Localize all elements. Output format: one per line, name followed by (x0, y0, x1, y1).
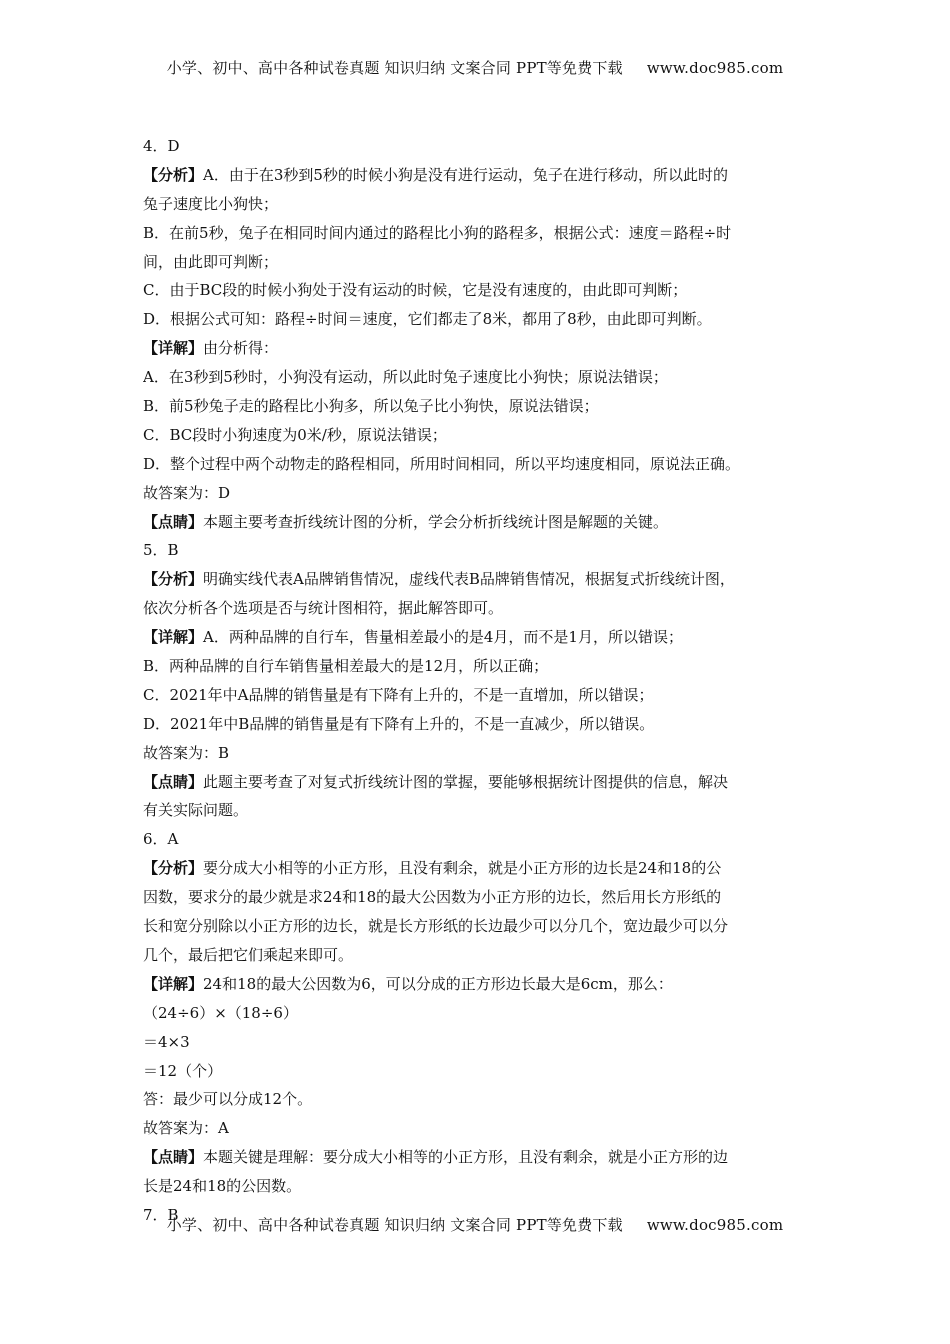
line-text: A．两种品牌的自行车，售量相差最小的是4月，而不是1月，所以错误； (203, 628, 683, 647)
text-line (143, 912, 808, 941)
section-tag: 【详解】 (143, 339, 204, 358)
line-text: B．在前5秒，兔子在相同时间内通过的路程比小狗的路程多，根据公式：速度＝路程÷时 (143, 223, 732, 242)
text-line (143, 421, 808, 450)
text-line (143, 305, 808, 334)
section-tag: 【点睛】 (143, 1148, 204, 1167)
text-line (143, 681, 808, 710)
text-line (143, 1114, 808, 1143)
text-line (143, 739, 808, 768)
text-line (143, 883, 808, 912)
line-text: 故答案为：B (143, 743, 230, 762)
text-line (143, 652, 808, 681)
header-text: 小学、初中、高中各种试卷真题 知识归纳 文案合同 PPT等免费下载 (166, 59, 623, 77)
line-text: 7．B (143, 1205, 179, 1224)
line-text: B．两种品牌的自行车销售量相差最大的是12月，所以正确； (143, 657, 549, 676)
text-line (143, 479, 808, 508)
line-text: 兔子速度比小狗快； (143, 194, 279, 213)
section-tag: 【点睛】 (143, 512, 204, 531)
line-text: 因数，要求分的最少就是求24和18的最大公因数为小正方形的边长，然后用长方形纸的 (143, 888, 722, 907)
line-text: 要分成大小相等的小正方形，且没有剩余，就是小正方形的边长是24和18的公 (203, 859, 722, 878)
text-line (143, 219, 808, 248)
line-text: 答：最少可以分成12个。 (143, 1090, 313, 1109)
text-line (143, 334, 808, 363)
text-line (143, 508, 808, 537)
text-line (143, 565, 808, 594)
text-line (143, 450, 808, 479)
line-text: 本题关键是理解：要分成大小相等的小正方形，且没有剩余，就是小正方形的边 (203, 1148, 729, 1167)
line-text: 由分析得： (203, 339, 279, 358)
line-text: 明确实线代表A品牌销售情况，虚线代表B品牌销售情况，根据复式折线统计图， (203, 570, 735, 589)
text-line (143, 999, 808, 1028)
line-text: 几个，最后把它们乘起来即可。 (143, 945, 354, 964)
footer-text: 小学、初中、高中各种试卷真题 知识归纳 文案合同 PPT等免费下载 (166, 1216, 623, 1234)
line-text: B．前5秒兔子走的路程比小狗多，所以兔子比小狗快，原说法错误； (143, 397, 599, 416)
line-text: 24和18的最大公因数为6，可以分成的正方形边长最大是6cm，那么： (203, 974, 673, 993)
line-text: C．BC段时小狗速度为0米/秒，原说法错误； (143, 425, 447, 444)
document-body (143, 132, 808, 1230)
text-line (143, 1028, 808, 1057)
text-line (143, 970, 808, 999)
text-line (143, 825, 808, 854)
text-line (143, 854, 808, 883)
text-line (143, 1057, 808, 1086)
line-text: 4．D (143, 137, 180, 155)
section-tag: 【点睛】 (143, 772, 204, 791)
line-text: 依次分析各个选项是否与统计图相符，据此解答即可。 (143, 599, 504, 618)
text-line (143, 161, 808, 190)
line-text: A．在3秒到5秒时，小狗没有运动，所以此时兔子速度比小狗快；原说法错误； (143, 368, 668, 387)
text-line (143, 536, 808, 565)
line-text: 有关实际问题。 (143, 801, 249, 820)
line-text: 间，由此即可判断； (143, 252, 279, 271)
text-line (143, 710, 808, 739)
text-line (143, 594, 808, 623)
line-text: C．由于BC段的时候小狗处于没有运动的时候，它是没有速度的，由此即可判断； (143, 281, 688, 300)
section-tag: 【分析】 (143, 859, 204, 878)
text-line (143, 363, 808, 392)
line-text: D．根据公式可知：路程÷时间＝速度，它们都走了8米，都用了8秒，由此即可判断。 (143, 310, 712, 329)
text-line (143, 190, 808, 219)
page-header (0, 57, 950, 78)
text-line (143, 1143, 808, 1172)
line-text: C．2021年中A品牌的销售量是有下降有上升的，不是一直增加，所以错误； (143, 685, 654, 704)
text-line (143, 132, 808, 161)
line-text: A．由于在3秒到5秒的时候小狗是没有进行运动，兔子在进行移动，所以此时的 (203, 165, 728, 184)
section-tag: 【分析】 (143, 570, 204, 589)
line-text: 本题主要考查折线统计图的分析，学会分析折线统计图是解题的关键。 (203, 512, 669, 531)
section-tag: 【详解】 (143, 974, 204, 993)
text-line (143, 941, 808, 970)
line-text: 此题主要考查了对复式折线统计图的掌握，要能够根据统计图提供的信息，解决 (203, 772, 729, 791)
text-line (143, 623, 808, 652)
line-text: 长是24和18的公因数。 (143, 1177, 302, 1196)
text-line (143, 248, 808, 277)
line-text: 5．B (143, 541, 179, 560)
line-text: （24÷6）×（18÷6） (143, 1003, 298, 1022)
line-text: 长和宽分别除以小正方形的边长，就是长方形纸的长边最少可以分几个，宽边最少可以分 (143, 917, 729, 936)
text-line (143, 1085, 808, 1114)
line-text: 6．A (143, 830, 179, 849)
section-tag: 【详解】 (143, 628, 204, 647)
line-text: D．2021年中B品牌的销售量是有下降有上升的，不是一直减少，所以错误。 (143, 714, 655, 733)
text-line (143, 1172, 808, 1201)
text-line (143, 276, 808, 305)
line-text: ＝12（个） (143, 1061, 223, 1080)
text-line (143, 796, 808, 825)
line-text: 故答案为：A (143, 1119, 229, 1138)
line-text: 故答案为：D (143, 483, 231, 502)
header-url[interactable]: www.doc985.com (646, 59, 784, 77)
line-text: D．整个过程中两个动物走的路程相同，所用时间相同，所以平均速度相同，原说法正确。 (143, 454, 741, 473)
line-text: ＝4×3 (143, 1032, 190, 1051)
page-footer (0, 1214, 950, 1235)
text-line (143, 392, 808, 421)
section-tag: 【分析】 (143, 165, 204, 184)
text-line (143, 768, 808, 797)
footer-url[interactable]: www.doc985.com (646, 1216, 784, 1234)
